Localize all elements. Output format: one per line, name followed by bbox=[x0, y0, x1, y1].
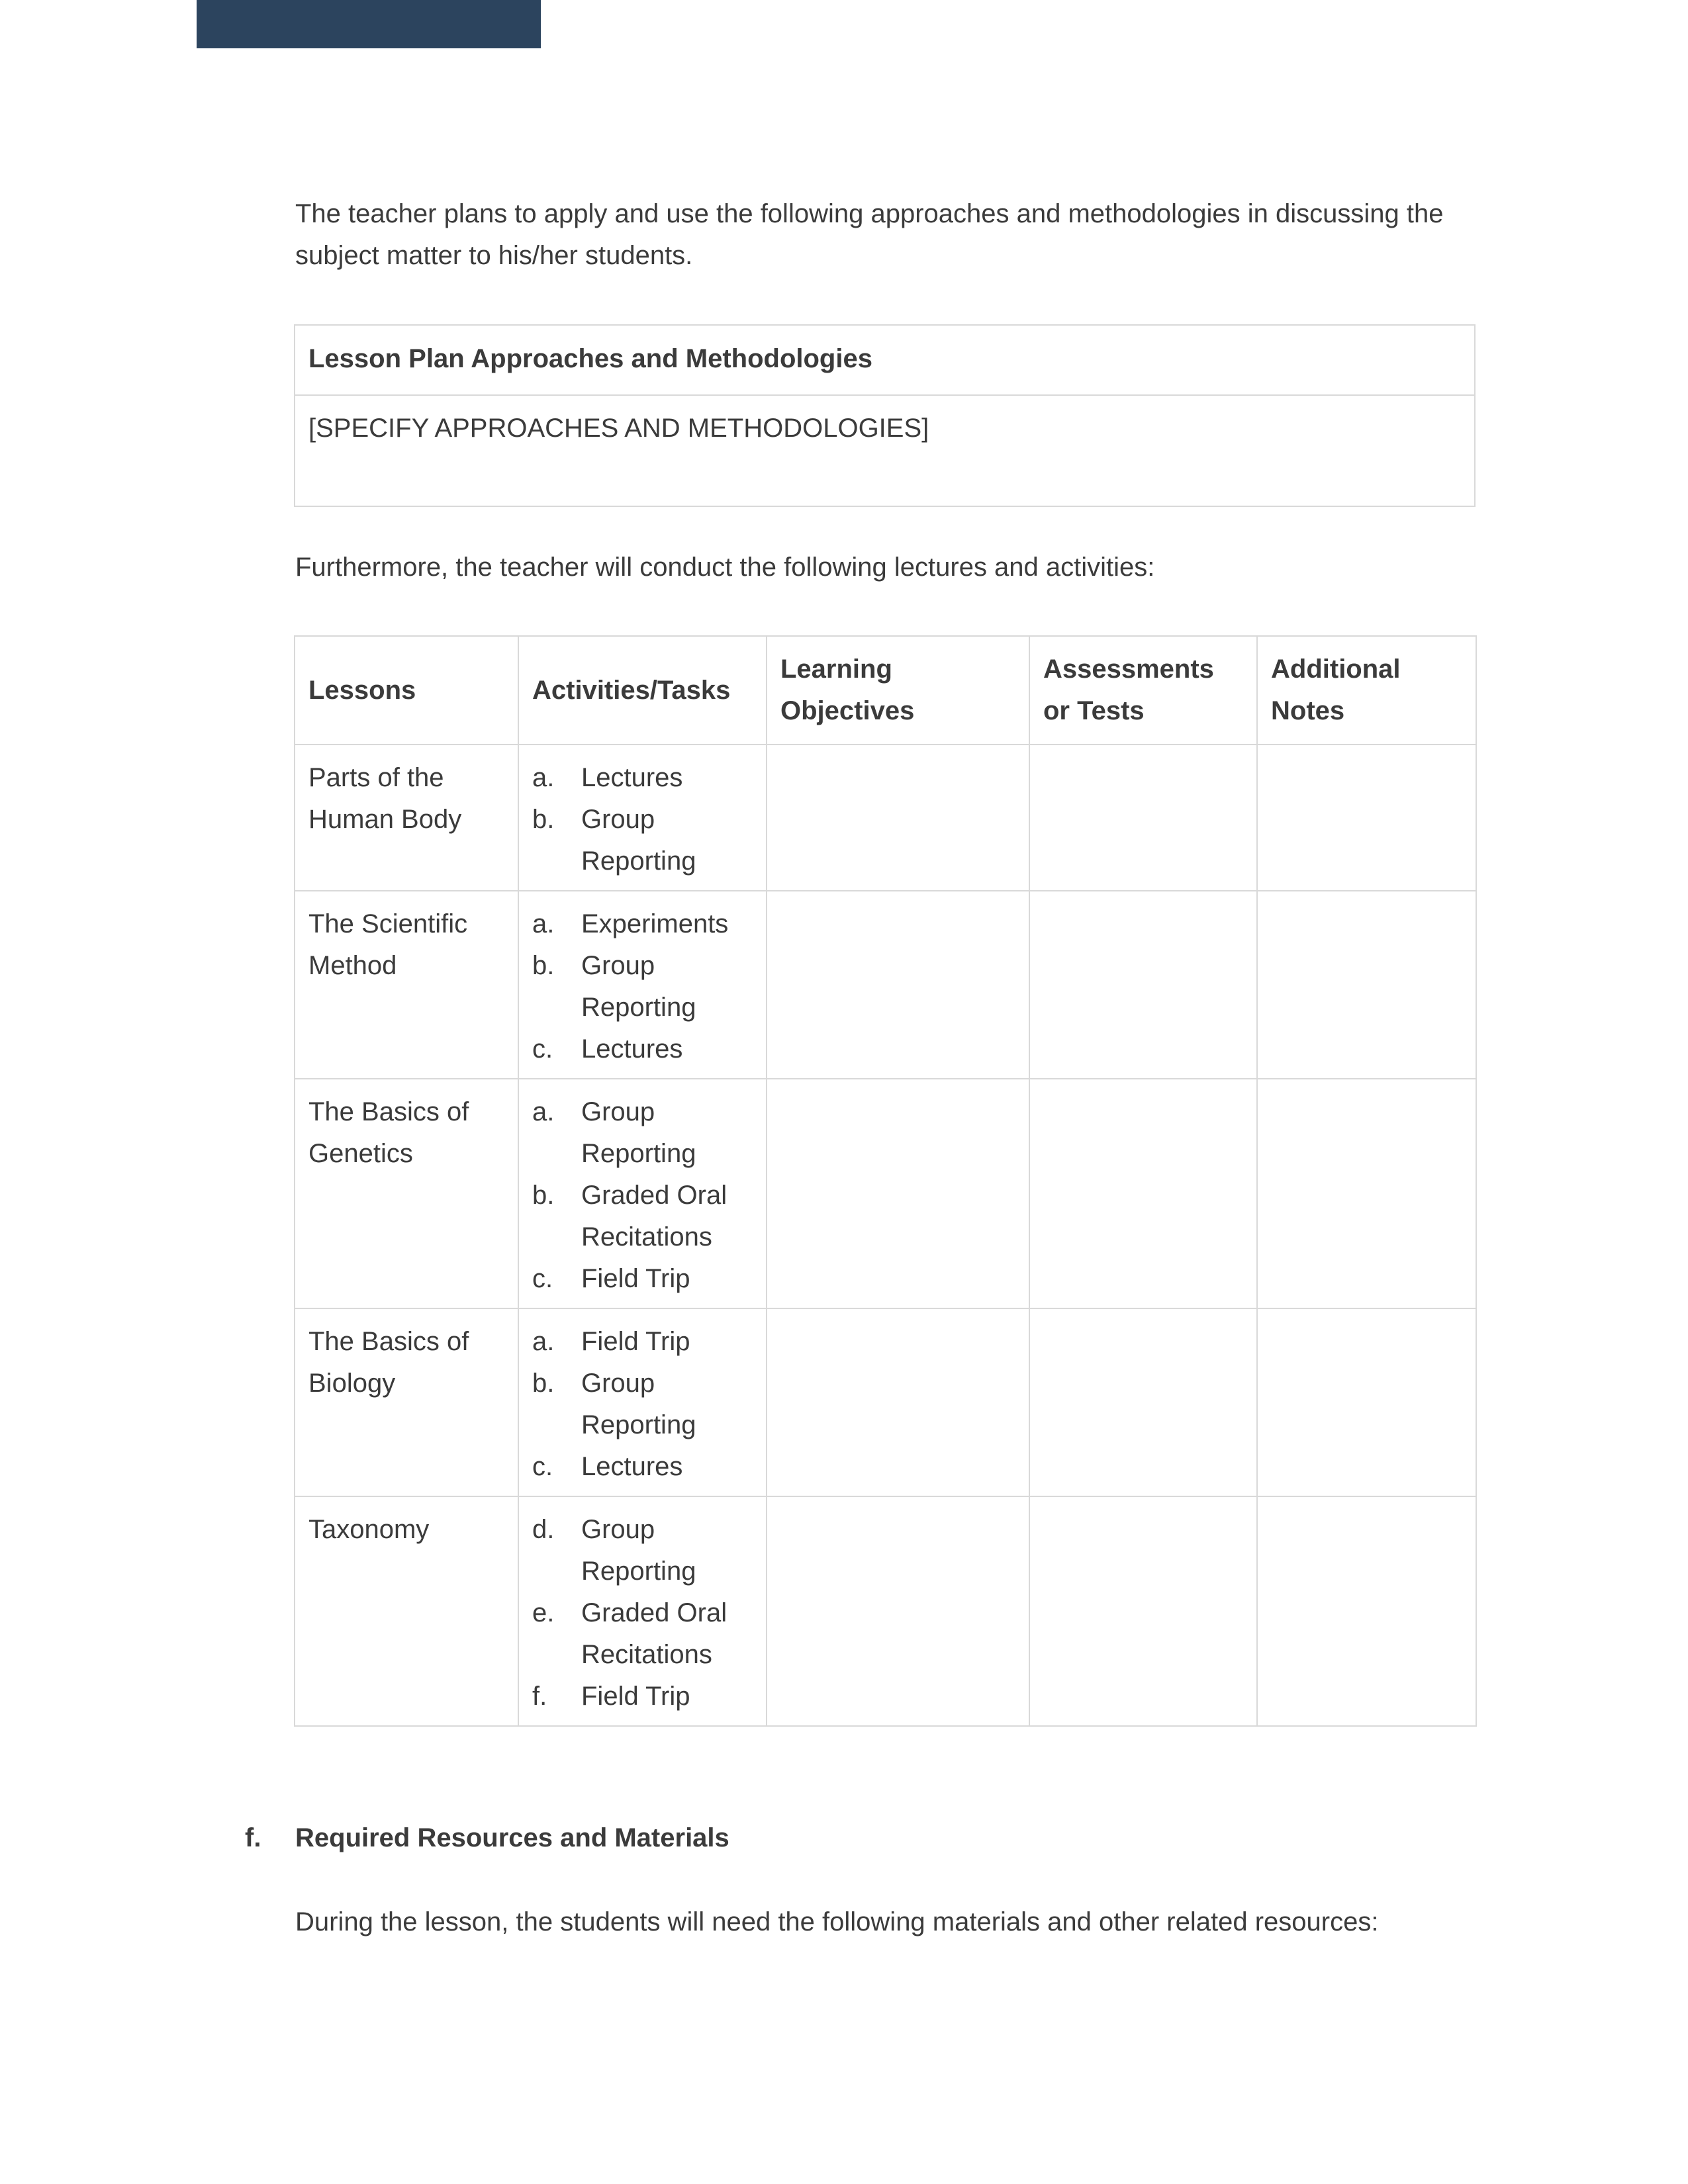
list-item bbox=[532, 1446, 753, 1488]
assessments-cell bbox=[1029, 1308, 1257, 1496]
list-item bbox=[532, 1321, 753, 1363]
list-item bbox=[532, 1028, 753, 1070]
notes-cell bbox=[1257, 745, 1476, 891]
table-row bbox=[295, 745, 1476, 891]
assessments-cell bbox=[1029, 1079, 1257, 1308]
objectives-cell bbox=[767, 745, 1029, 891]
task-text: Group Reporting bbox=[581, 805, 696, 876]
task-marker: c. bbox=[532, 1264, 553, 1293]
task-marker: f. bbox=[532, 1682, 547, 1711]
task-list bbox=[532, 1509, 753, 1717]
task-text: Group Reporting bbox=[581, 1097, 696, 1168]
tasks-cell bbox=[518, 745, 767, 891]
task-marker: b. bbox=[532, 1369, 555, 1398]
notes-cell bbox=[1257, 1496, 1476, 1726]
task-list bbox=[532, 757, 753, 882]
list-item bbox=[532, 1258, 753, 1300]
assessments-cell bbox=[1029, 891, 1257, 1079]
objectives-cell bbox=[767, 1079, 1029, 1308]
header-activities: Activities/Tasks bbox=[518, 636, 767, 745]
task-marker: b. bbox=[532, 951, 555, 980]
list-item bbox=[532, 1592, 753, 1676]
table-row bbox=[295, 891, 1476, 1079]
list-item bbox=[532, 757, 753, 799]
tasks-cell bbox=[518, 1496, 767, 1726]
resources-paragraph: During the lesson, the students will need the following materials and other related resources: bbox=[295, 1907, 1379, 1936]
list-item bbox=[532, 1509, 753, 1592]
lesson-cell: The Scientific Method bbox=[295, 891, 518, 1079]
lesson-cell: The Basics of Biology bbox=[295, 1308, 518, 1496]
lesson-cell: Parts of the Human Body bbox=[295, 745, 518, 891]
header-bar bbox=[197, 0, 541, 48]
section-title: Required Resources and Materials bbox=[295, 1823, 729, 1852]
task-text: Lectures bbox=[581, 1034, 683, 1064]
header-notes: Additional Notes bbox=[1257, 636, 1476, 745]
list-item bbox=[532, 1091, 753, 1175]
task-text: Graded Oral Recitations bbox=[581, 1598, 727, 1669]
assessments-cell bbox=[1029, 1496, 1257, 1726]
task-list bbox=[532, 1321, 753, 1488]
list-item bbox=[532, 1676, 753, 1717]
task-text: Field Trip bbox=[581, 1327, 690, 1356]
task-text: Group Reporting bbox=[581, 951, 696, 1022]
task-marker: e. bbox=[532, 1598, 555, 1627]
notes-cell bbox=[1257, 1079, 1476, 1308]
task-marker: b. bbox=[532, 1181, 555, 1210]
task-marker: d. bbox=[532, 1515, 555, 1544]
task-marker: c. bbox=[532, 1034, 553, 1064]
list-item bbox=[532, 799, 753, 882]
further-paragraph: Furthermore, the teacher will conduct the following lectures and activities: bbox=[295, 553, 1155, 582]
list-item bbox=[532, 1363, 753, 1446]
table-row bbox=[295, 1496, 1476, 1726]
table-row bbox=[295, 1079, 1476, 1308]
objectives-cell bbox=[767, 891, 1029, 1079]
task-marker: a. bbox=[532, 909, 555, 938]
task-marker: a. bbox=[532, 763, 555, 792]
task-text: Lectures bbox=[581, 763, 683, 792]
tasks-cell bbox=[518, 1079, 767, 1308]
objectives-cell bbox=[767, 1496, 1029, 1726]
task-marker: c. bbox=[532, 1452, 553, 1481]
task-text: Group Reporting bbox=[581, 1515, 696, 1586]
lesson-cell: Taxonomy bbox=[295, 1496, 518, 1726]
section-marker: f. bbox=[245, 1823, 261, 1852]
task-text: Graded Oral Recitations bbox=[581, 1181, 727, 1251]
lesson-table-header-row bbox=[295, 636, 1476, 745]
list-item bbox=[532, 945, 753, 1028]
task-marker: a. bbox=[532, 1097, 555, 1126]
task-text: Field Trip bbox=[581, 1264, 690, 1293]
approaches-box bbox=[294, 324, 1476, 507]
header-assessments: Assessments or Tests bbox=[1029, 636, 1257, 745]
lesson-table bbox=[294, 635, 1477, 1727]
notes-cell bbox=[1257, 891, 1476, 1079]
list-item bbox=[532, 1175, 753, 1258]
header-lessons: Lessons bbox=[295, 636, 518, 745]
approaches-box-placeholder: [SPECIFY APPROACHES AND METHODOLOGIES] bbox=[295, 395, 1475, 506]
tasks-cell bbox=[518, 891, 767, 1079]
task-marker: a. bbox=[532, 1327, 555, 1356]
intro-paragraph: The teacher plans to apply and use the following approaches and methodologies in discussing the subject matter to his/her students. bbox=[295, 199, 1444, 270]
task-marker: b. bbox=[532, 805, 555, 834]
table-row bbox=[295, 1308, 1476, 1496]
task-list bbox=[532, 903, 753, 1070]
notes-cell bbox=[1257, 1308, 1476, 1496]
section-heading bbox=[245, 1817, 729, 1859]
task-text: Lectures bbox=[581, 1452, 683, 1481]
tasks-cell bbox=[518, 1308, 767, 1496]
header-objectives: Learning Objectives bbox=[767, 636, 1029, 745]
approaches-box-title: Lesson Plan Approaches and Methodologies bbox=[295, 325, 1475, 395]
task-text: Experiments bbox=[581, 909, 729, 938]
objectives-cell bbox=[767, 1308, 1029, 1496]
assessments-cell bbox=[1029, 745, 1257, 891]
task-text: Group Reporting bbox=[581, 1369, 696, 1439]
task-list bbox=[532, 1091, 753, 1300]
lesson-cell: The Basics of Genetics bbox=[295, 1079, 518, 1308]
list-item bbox=[532, 903, 753, 945]
task-text: Field Trip bbox=[581, 1682, 690, 1711]
lesson-table-body bbox=[295, 745, 1476, 1726]
